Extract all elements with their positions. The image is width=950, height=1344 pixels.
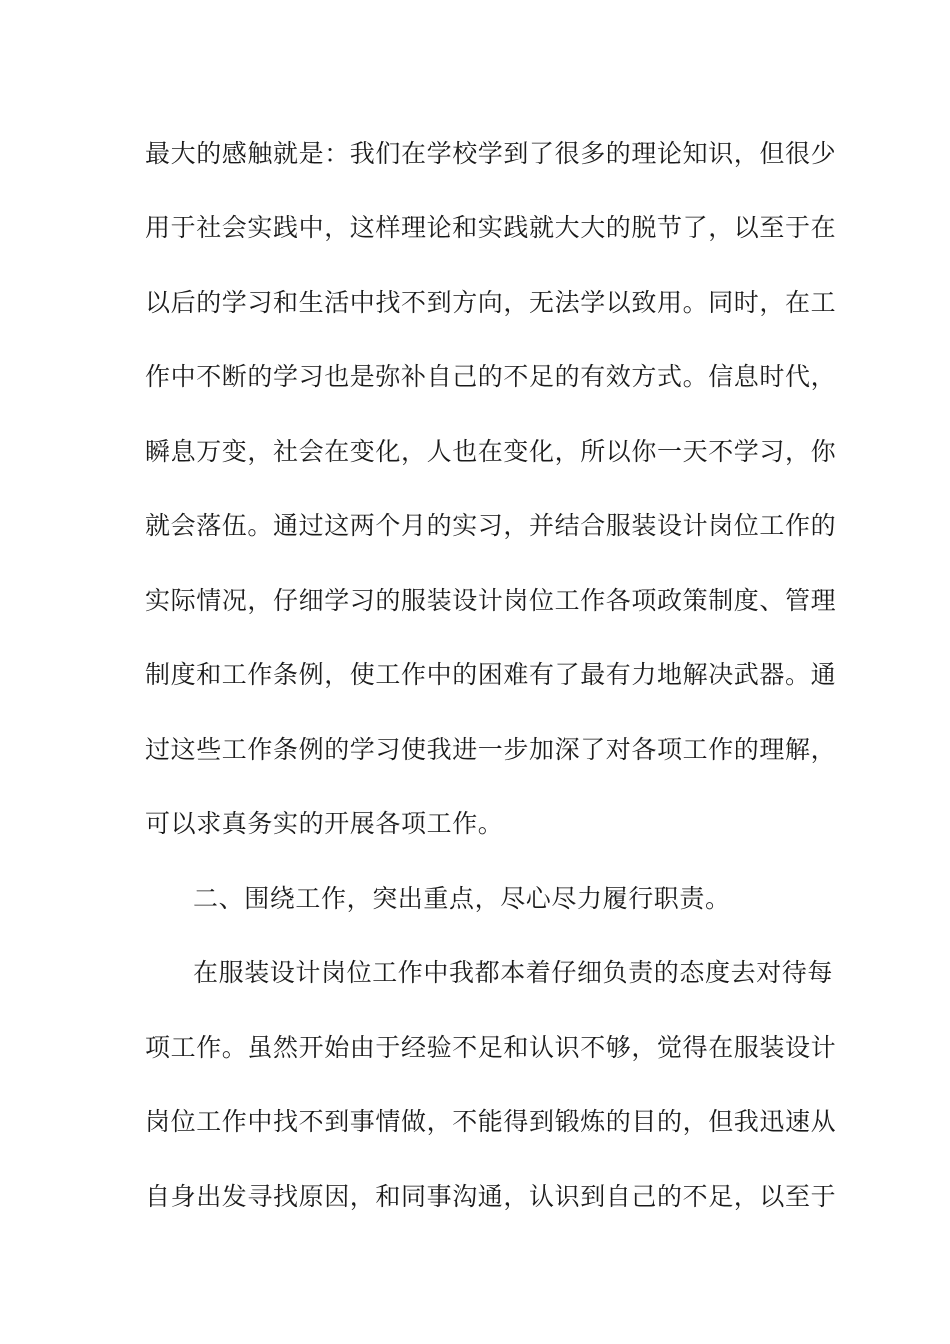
- body-line-8: 制度和工作条例，使工作中的困难有了最有力地解决武器。通: [145, 660, 837, 689]
- body-line-7: 实际情况，仔细学习的服装设计岗位工作各项政策制度、管理: [145, 586, 837, 615]
- body-line-5: 瞬息万变，社会在变化，人也在变化，所以你一天不学习，你: [145, 437, 837, 466]
- section-heading: 二、围绕工作，突出重点，尽心尽力履行职责。: [193, 884, 731, 913]
- body-line-12: 在服装设计岗位工作中我都本着仔细负责的态度去对待每: [193, 958, 834, 987]
- body-line-10: 可以求真务实的开展各项工作。: [145, 809, 504, 838]
- body-line-6: 就会落伍。通过这两个月的实习，并结合服装设计岗位工作的: [145, 511, 837, 540]
- body-line-2: 用于社会实践中，这样理论和实践就大大的脱节了，以至于在: [145, 213, 837, 242]
- body-line-3: 以后的学习和生活中找不到方向，无法学以致用。同时，在工: [145, 288, 837, 317]
- body-line-15: 自身出发寻找原因，和同事沟通，认识到自己的不足，以至于: [145, 1182, 837, 1211]
- body-line-14: 岗位工作中找不到事情做，不能得到锻炼的目的，但我迅速从: [145, 1107, 837, 1136]
- body-line-9: 过这些工作条例的学习使我进一步加深了对各项工作的理解，: [145, 735, 837, 764]
- body-line-13: 项工作。虽然开始由于经验不足和认识不够，觉得在服装设计: [145, 1033, 837, 1062]
- body-line-4: 作中不断的学习也是弥补自己的不足的有效方式。信息时代，: [145, 362, 837, 391]
- body-line-1: 最大的感触就是：我们在学校学到了很多的理论知识，但很少: [145, 139, 837, 168]
